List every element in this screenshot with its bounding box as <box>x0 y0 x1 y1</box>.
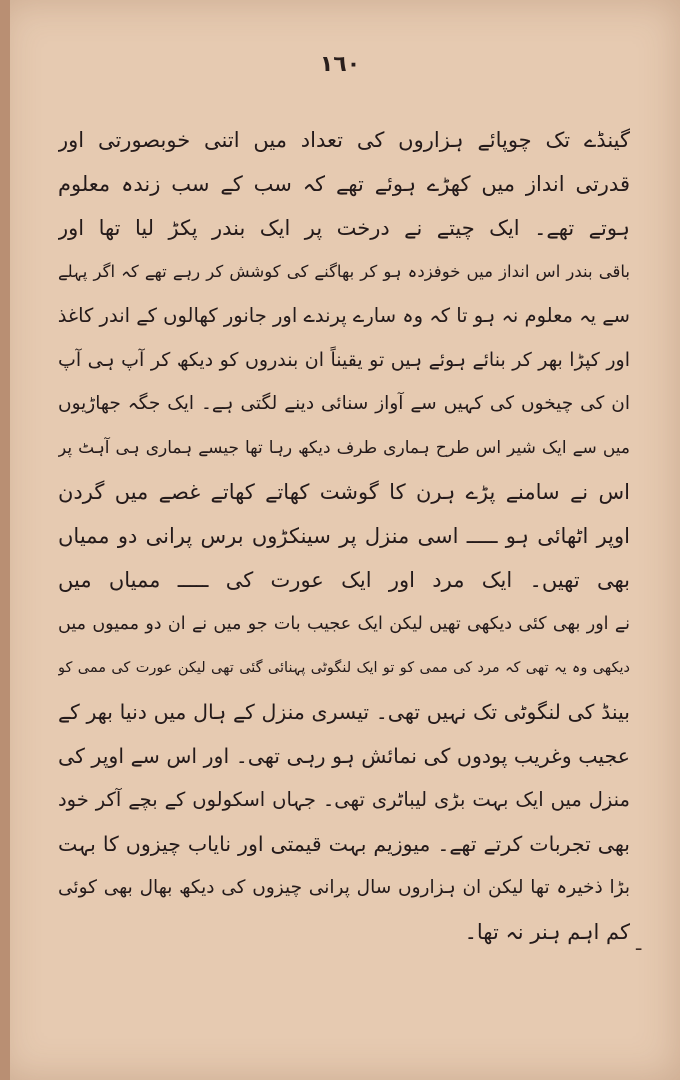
page-number: ١٦٠ <box>319 52 361 77</box>
text-line-last: کم اہم ہنر نہ تھا۔ <box>464 920 630 944</box>
text-line: سے یہ معلوم نہ ہو تا کہ وہ سارے پرندے اور جانور کھالوں کے اندر کاغذ <box>58 304 630 327</box>
text-line: بھی تھیں۔ ایک مرد اور ایک عورت کی ـــــ ممیاں میں <box>58 568 630 592</box>
text-line: ہوتے تھے۔ ایک چیتے نے درخت پر ایک بندر پکڑ لیا تھا اور <box>58 216 630 240</box>
text-line: دیکھی وہ یہ تھی کہ مرد کی ممی کو تو ایک لنگوٹی پہنائی گئی تھی لیکن عورت کی ممی کو <box>58 660 630 676</box>
body-text <box>58 118 630 954</box>
text-line: بینڈ کی لنگوٹی تک نہیں تھی۔ تیسری منزل کے ہال میں دنیا بھر کے <box>58 700 630 724</box>
text-line: گینڈے تک چوپائے ہزاروں کی تعداد میں اتنی خوبصورتی اور <box>58 128 630 152</box>
text-line: نے اور بھی کئی دیکھی تھیں لیکن ایک عجیب بات جو میں نے ان دو ممیوں میں <box>58 614 630 634</box>
text-line: بھی تجربات کرتے تھے۔ میوزیم بہت قیمتی اور نایاب چیزوں کا بہت <box>58 832 630 856</box>
margin-mark: ـ <box>636 934 642 955</box>
text-line: میں سے ایک شیر اس طرح ہماری طرف دیکھ رہا تھا جیسے ہماری ہی آہٹ پر <box>58 438 630 458</box>
text-line: عجیب وغریب پودوں کی نمائش ہو رہی تھی۔ اور اس سے اوپر کی <box>58 744 630 768</box>
text-line: اور کپڑا بھر کر بنائے ہوئے ہیں تو یقیناً ان بندروں کو دیکھ کر آپ ہی آپ <box>58 349 630 371</box>
text-line: ان کی چیخوں کی کہیں سے آواز سنائی دینے لگتی ہے۔ ایک جگہ جھاڑیوں <box>58 393 630 414</box>
text-line: اس نے سامنے پڑے ہرن کا گوشت کھاتے کھاتے غصے میں گردن <box>58 480 630 504</box>
text-line: باقی بندر اس انداز میں خوفزدہ ہو کر بھاگنے کی کوشش کر رہے تھے کہ اگر پہلے <box>58 262 630 281</box>
text-line: بڑا ذخیرہ تھا لیکن ان ہزاروں سال پرانی چیزوں کی دیکھ بھال بھی کوئی <box>58 877 630 898</box>
text-line: منزل میں ایک بہت بڑی لیباٹری تھی۔ جہاں اسکولوں کے بچے آکر خود <box>58 788 630 811</box>
text-line: اوپر اٹھائی ہو ـــــ اسی منزل پر سینکڑوں برس پرانی دو ممیاں <box>58 524 630 548</box>
text-line: قدرتی انداز میں کھڑے ہوئے تھے کہ سب کے سب زندہ معلوم <box>58 172 630 196</box>
page-binding-edge <box>0 0 10 1080</box>
